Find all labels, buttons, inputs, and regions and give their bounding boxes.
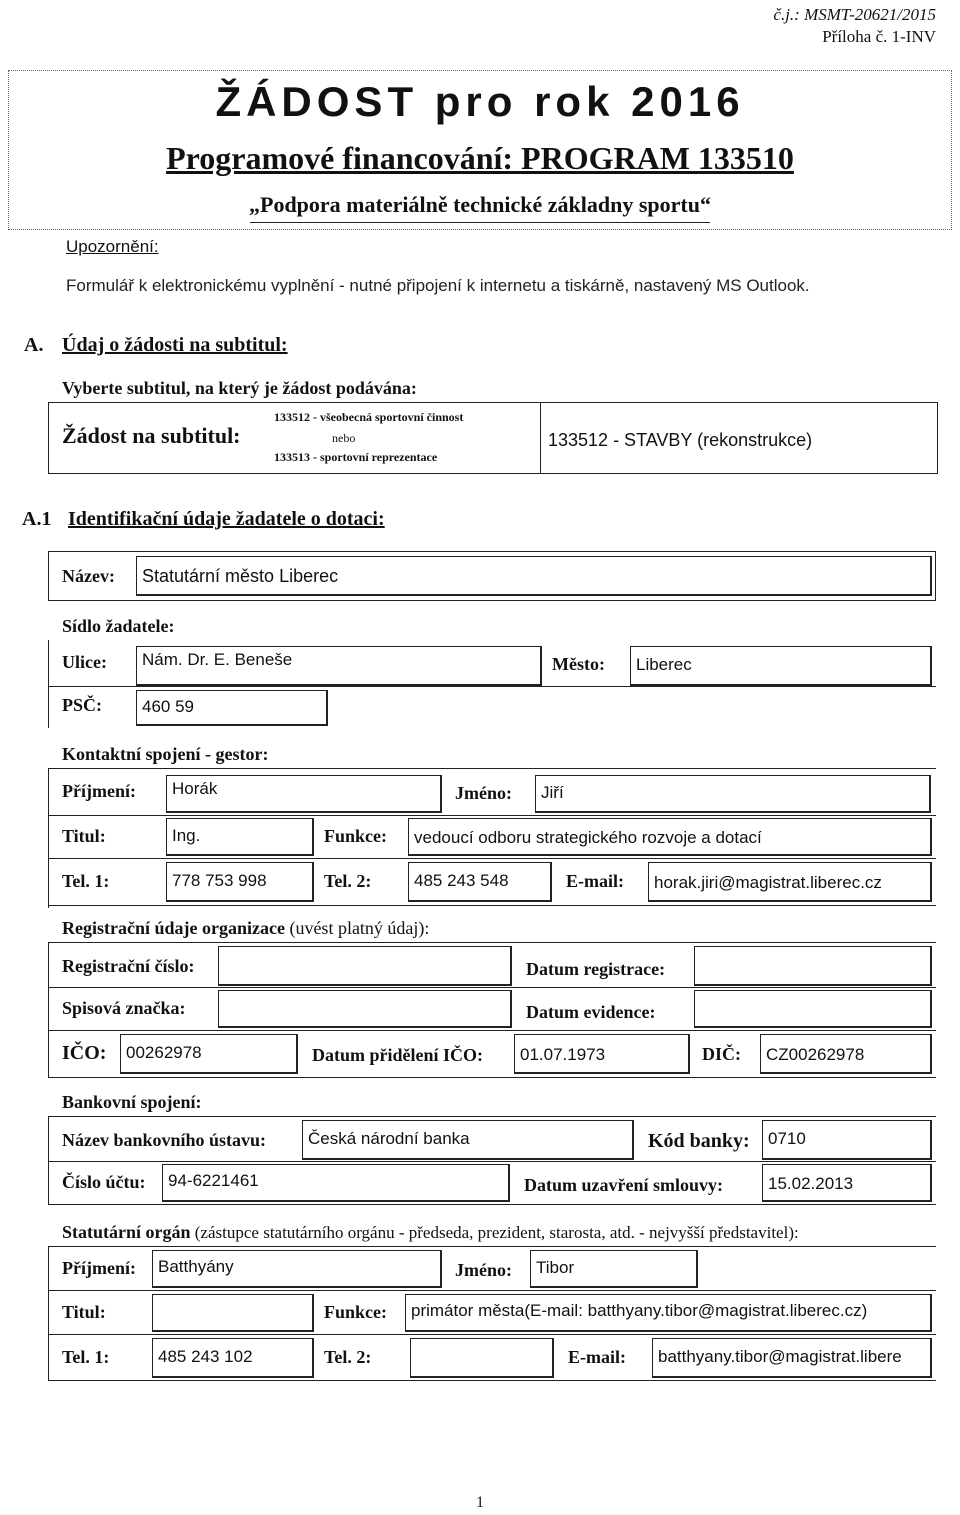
contact-email-label: E-mail:: [566, 871, 624, 891]
regdate-field[interactable]: [694, 946, 932, 986]
registration-title-note: (uvést platný údaj):: [284, 918, 430, 938]
statutory-line-1: [48, 1290, 936, 1291]
registration-top-line: [48, 942, 936, 943]
contract-date-field[interactable]: 15.02.2013: [762, 1164, 932, 1202]
street-label: Ulice:: [62, 652, 107, 672]
name-label: Název:: [62, 566, 115, 586]
contact-line-2: [48, 858, 936, 859]
contact-tel1-field[interactable]: 778 753 998: [166, 862, 314, 902]
section-a-title: Údaj o žádosti na subtitul:: [62, 334, 288, 356]
bank-title: Bankovní spojení:: [62, 1092, 202, 1112]
program-subtitle: „Podpora materiálně technické základny sportu“: [249, 192, 711, 217]
statutory-line-2: [48, 1334, 936, 1335]
account-label: Číslo účtu:: [62, 1172, 146, 1192]
statutory-surname-label: Příjmení:: [62, 1258, 136, 1278]
icodate-field[interactable]: 01.07.1973: [514, 1034, 690, 1074]
registration-line-1: [48, 987, 936, 988]
contact-line-1: [48, 815, 936, 816]
dic-label: DIČ:: [702, 1044, 741, 1064]
statutory-tel2-field[interactable]: [410, 1338, 554, 1378]
bankname-field[interactable]: Česká národní banka: [302, 1120, 634, 1160]
applicant-name-field[interactable]: Statutární město Liberec: [136, 556, 932, 596]
contact-left-border: [48, 768, 49, 908]
page-title: ŽÁDOST pro rok 2016: [215, 78, 745, 125]
subtitle-select[interactable]: 133512 - STAVBY (rekonstrukce): [548, 430, 813, 450]
reference-number: č.j.: MSMT-20621/2015: [773, 5, 936, 24]
bank-left-border: [48, 1116, 49, 1204]
subtitle-label: Žádost na subtitul:: [62, 423, 241, 448]
registration-title-bold: Registrační údaje organizace: [62, 918, 285, 938]
statutory-surname-field[interactable]: Batthyány: [152, 1250, 442, 1288]
statutory-title-label: Titul:: [62, 1302, 106, 1322]
dic-field[interactable]: CZ00262978: [760, 1034, 932, 1074]
contact-tel1-label: Tel. 1:: [62, 871, 110, 891]
contact-surname-label: Příjmení:: [62, 781, 136, 801]
regno-field[interactable]: [218, 946, 512, 986]
contact-tel2-label: Tel. 2:: [324, 871, 372, 891]
statutory-email-field[interactable]: batthyany.tibor@magistrat.libere: [652, 1338, 932, 1378]
warning-label: Upozornění:: [66, 237, 159, 256]
contact-bottom-line: [48, 905, 936, 906]
street-field[interactable]: Nám. Dr. E. Beneše: [136, 646, 542, 686]
seat-left-border: [48, 640, 49, 728]
registration-line-2: [48, 1030, 936, 1031]
contract-date-label: Datum uzavření smlouvy:: [524, 1175, 723, 1195]
section-a1-title: Identifikační údaje žadatele o dotaci:: [68, 508, 385, 530]
subtitle-option-or: nebo: [332, 431, 356, 445]
contact-function-field[interactable]: vedoucí odboru strategického rozvoje a dotací: [408, 818, 932, 856]
bank-top-line: [48, 1116, 936, 1117]
icodate-label: Datum přidělení IČO:: [312, 1045, 483, 1065]
city-field[interactable]: Liberec: [630, 646, 932, 686]
statutory-title-bold: Statutární orgán: [62, 1222, 191, 1242]
seat-title: Sídlo žadatele:: [62, 616, 175, 636]
registration-bottom-line: [48, 1077, 936, 1078]
subtitle-divider: [540, 402, 541, 474]
contact-firstname-field[interactable]: Jiří: [535, 775, 931, 813]
regdate-label: Datum registrace:: [526, 959, 666, 979]
file-label: Spisová značka:: [62, 998, 186, 1018]
contact-top-line: [48, 768, 936, 769]
section-a-number: A.: [24, 334, 44, 356]
statutory-firstname-label: Jméno:: [455, 1260, 512, 1280]
bankcode-label: Kód banky:: [648, 1130, 750, 1152]
contact-function-label: Funkce:: [324, 826, 387, 846]
contact-tel2-field[interactable]: 485 243 548: [408, 862, 552, 902]
bank-bottom-line: [48, 1204, 936, 1205]
statutory-email-label: E-mail:: [568, 1347, 626, 1367]
statutory-title-note: (zástupce statutárního orgánu - předseda, prezident, starosta, atd. - nejvyšší představitel):: [190, 1223, 799, 1242]
city-label: Město:: [552, 654, 605, 674]
statutory-title: [62, 1222, 799, 1243]
page-number: 1: [476, 1494, 484, 1511]
evdate-field[interactable]: [694, 990, 932, 1028]
file-field[interactable]: [218, 990, 512, 1028]
contact-title: Kontaktní spojení - gestor:: [62, 744, 269, 764]
subtitle-underline: [250, 222, 710, 223]
seat-row-line: [48, 686, 936, 687]
contact-surname-field[interactable]: Horák: [166, 775, 442, 813]
subtitle-choose-label: Vyberte subtitul, na který je žádost podávána:: [62, 378, 417, 398]
warning-text: Formulář k elektronickému vyplnění - nutné připojení k internetu a tiskárně, nastavený MS Outlook.: [66, 276, 810, 295]
contact-title-field[interactable]: Ing.: [166, 818, 314, 856]
statutory-top-line: [48, 1246, 936, 1247]
statutory-title-field[interactable]: [152, 1294, 314, 1332]
contact-firstname-label: Jméno:: [455, 783, 512, 803]
statutory-tel1-label: Tel. 1:: [62, 1347, 110, 1367]
registration-left-border: [48, 942, 49, 1078]
statutory-left-border: [48, 1246, 49, 1380]
evdate-label: Datum evidence:: [526, 1002, 656, 1022]
attachment-label: Příloha č. 1-INV: [822, 27, 936, 46]
account-field[interactable]: 94-6221461: [162, 1164, 510, 1202]
statutory-function-label: Funkce:: [324, 1302, 387, 1322]
zip-label: PSČ:: [62, 695, 102, 715]
statutory-tel1-field[interactable]: 485 243 102: [152, 1338, 314, 1378]
program-title: Programové financování: PROGRAM 133510: [166, 140, 794, 176]
contact-email-field[interactable]: horak.jiri@magistrat.liberec.cz: [648, 862, 932, 902]
bank-line-1: [48, 1161, 936, 1162]
statutory-tel2-label: Tel. 2:: [324, 1347, 372, 1367]
subtitle-option-1: 133512 - všeobecná sportovní činnost: [274, 410, 464, 424]
regno-label: Registrační číslo:: [62, 956, 195, 976]
document-reference: [773, 4, 936, 48]
bankname-label: Název bankovního ústavu:: [62, 1130, 267, 1150]
zip-field[interactable]: 460 59: [136, 690, 328, 726]
statutory-function-field[interactable]: primátor města(E-mail: batthyany.tibor@magistrat.liberec.cz): [405, 1294, 932, 1332]
subtitle-option-2: 133513 - sportovní reprezentace: [274, 450, 438, 464]
statutory-bottom-line: [48, 1380, 936, 1381]
statutory-firstname-field[interactable]: Tibor: [530, 1250, 698, 1288]
contact-title-label: Titul:: [62, 826, 106, 846]
ico-label: IČO:: [62, 1042, 107, 1064]
registration-title: [62, 918, 429, 939]
section-a1-number: A.1: [22, 508, 52, 530]
bankcode-field[interactable]: 0710: [762, 1120, 932, 1160]
ico-field[interactable]: 00262978: [120, 1034, 298, 1074]
